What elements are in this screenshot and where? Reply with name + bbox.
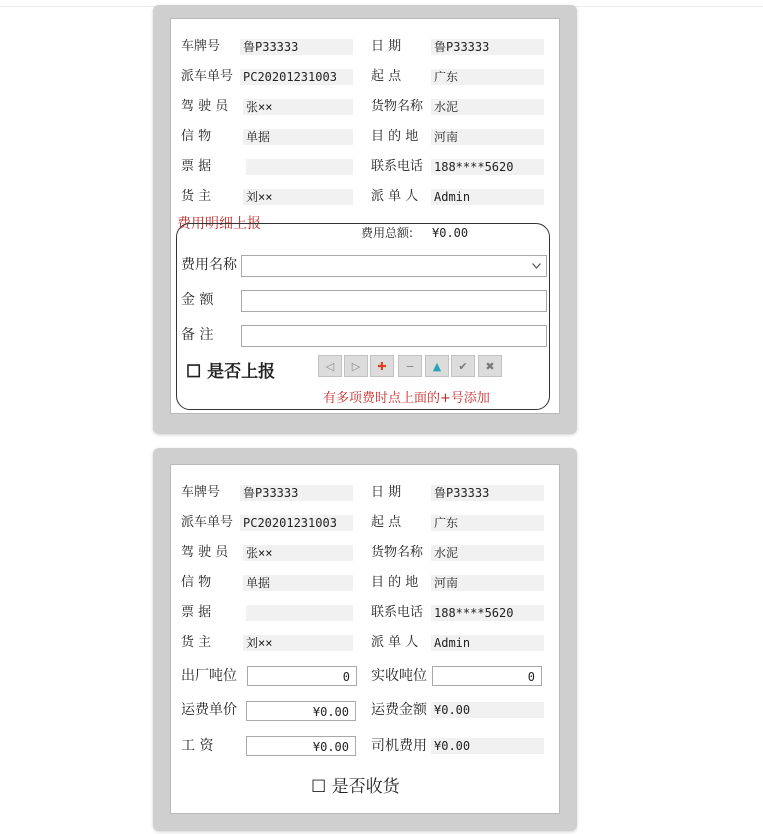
ticket-label: 票 据 [181, 159, 212, 174]
freight-amount-label: 运费金额 [371, 702, 427, 718]
cancel-button[interactable] [478, 355, 502, 377]
add-record-button[interactable] [370, 355, 394, 377]
letter-label: 信 物 [181, 575, 212, 590]
goods-label: 货物名称 [371, 545, 424, 560]
ticket-value [246, 159, 353, 175]
letter-value: 单据 [243, 575, 353, 591]
check-icon: ✔ [458, 359, 468, 373]
fee-name-select[interactable] [241, 255, 547, 277]
report-checkbox[interactable]: ☐ 是否上报 [186, 362, 276, 382]
triangle-up-icon: ▲ [432, 359, 442, 373]
wage-label: 工 资 [181, 738, 214, 754]
unit-price-input[interactable]: ¥0.00 [246, 701, 356, 721]
out-tonnage-label: 出厂吨位 [181, 668, 237, 684]
date-value: 鲁P33333 [431, 39, 544, 55]
close-icon: ✖ [485, 359, 495, 373]
ticket-label: 票 据 [181, 605, 212, 620]
wage-input[interactable]: ¥0.00 [246, 736, 356, 756]
remove-record-button[interactable] [398, 355, 422, 377]
out-tonnage-input[interactable]: 0 [247, 666, 357, 686]
goods-value: 水泥 [431, 545, 544, 561]
driver-label: 驾 驶 员 [181, 99, 229, 114]
add-hint-text: 有多项费时点上面的+号添加 [323, 391, 490, 406]
dest-label: 目 的 地 [371, 575, 419, 590]
amount-input[interactable] [241, 290, 547, 312]
owner-label: 货 主 [181, 635, 212, 650]
next-icon: ▷ [351, 359, 361, 373]
letter-label: 信 物 [181, 129, 212, 144]
plate-value: 鲁P33333 [240, 39, 353, 55]
plus-icon: ✚ [377, 359, 387, 373]
driver-fee-label: 司机费用 [371, 738, 427, 754]
driver-value: 张×× [243, 99, 353, 115]
date-value: 鲁P33333 [431, 485, 544, 501]
dispatch-no-value: PC20201231003 [240, 515, 353, 531]
date-label: 日 期 [371, 485, 402, 500]
received-checkbox[interactable]: ☐ 是否收货 [311, 777, 400, 797]
origin-value: 广东 [431, 515, 544, 531]
note-label: 备 注 [181, 327, 214, 343]
goods-label: 货物名称 [371, 99, 424, 114]
dispatch-no-value: PC20201231003 [240, 69, 353, 85]
phone-label: 联系电话 [371, 159, 424, 174]
chevron-down-icon [532, 263, 541, 269]
fee-total-label: 费用总额: [361, 226, 414, 240]
dest-value: 河南 [431, 129, 544, 145]
unit-price-label: 运费单价 [181, 702, 237, 718]
ticket-value [246, 605, 353, 621]
next-record-button[interactable] [344, 355, 368, 377]
owner-value: 刘×× [243, 635, 353, 651]
owner-label: 货 主 [181, 189, 212, 204]
fee-name-label: 费用名称 [181, 257, 237, 273]
confirm-button[interactable] [451, 355, 475, 377]
origin-value: 广东 [431, 69, 544, 85]
driver-label: 驾 驶 员 [181, 545, 229, 560]
dispatcher-value: Admin [431, 189, 544, 205]
driver-value: 张×× [243, 545, 353, 561]
date-label: 日 期 [371, 39, 402, 54]
dest-label: 目 的 地 [371, 129, 419, 144]
minus-icon: − [405, 359, 415, 373]
dispatcher-label: 派 单 人 [371, 189, 419, 204]
dispatcher-value: Admin [431, 635, 544, 651]
dispatch-no-label: 派车单号 [181, 515, 234, 530]
received-tonnage-input[interactable]: 0 [432, 666, 542, 686]
fee-total-value: ¥0.00 [432, 226, 469, 240]
plate-value: 鲁P33333 [240, 485, 353, 501]
received-tonnage-label: 实收吨位 [371, 668, 427, 684]
freight-amount-value: ¥0.00 [431, 702, 544, 718]
plate-label: 车牌号 [181, 39, 221, 54]
phone-value: 188****5620 [431, 159, 544, 175]
phone-label: 联系电话 [371, 605, 424, 620]
origin-label: 起 点 [371, 515, 402, 530]
origin-label: 起 点 [371, 69, 402, 84]
fee-section-title: 费用明细上报 [177, 216, 261, 232]
amount-label: 金 额 [181, 292, 214, 308]
move-up-button[interactable] [425, 355, 449, 377]
dispatch-no-label: 派车单号 [181, 69, 234, 84]
note-input[interactable] [241, 325, 547, 347]
prev-record-button[interactable] [318, 355, 342, 377]
letter-value: 单据 [243, 129, 353, 145]
driver-fee-value: ¥0.00 [431, 738, 544, 754]
goods-value: 水泥 [431, 99, 544, 115]
dest-value: 河南 [431, 575, 544, 591]
owner-value: 刘×× [243, 189, 353, 205]
plate-label: 车牌号 [181, 485, 221, 500]
phone-value: 188****5620 [431, 605, 544, 621]
dispatcher-label: 派 单 人 [371, 635, 419, 650]
prev-icon: ◁ [325, 359, 335, 373]
